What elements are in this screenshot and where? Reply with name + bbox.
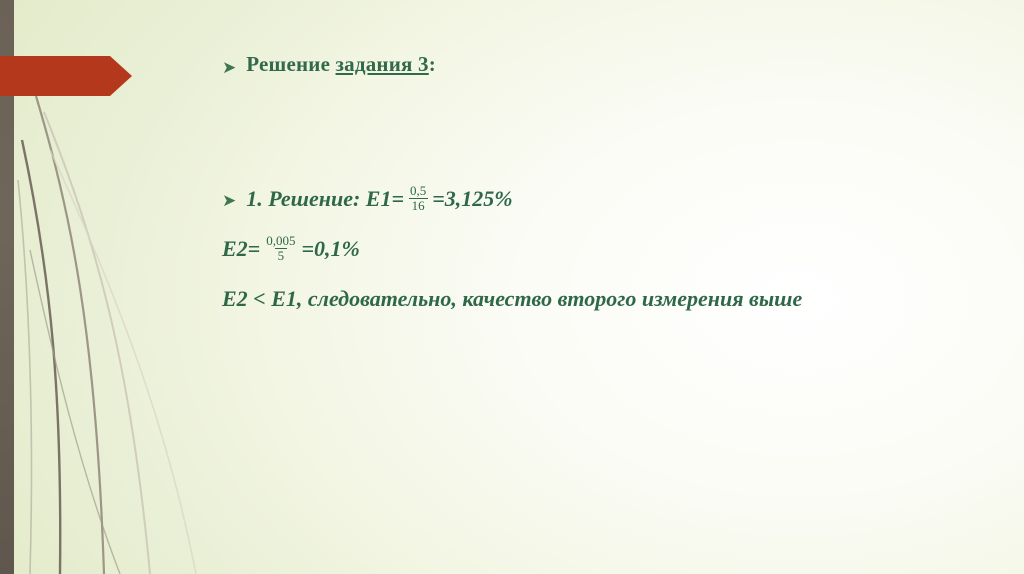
fraction-1-numerator: 0,5 [410, 183, 427, 198]
heading-text-before: Решение [246, 52, 336, 76]
solution-line-2 [222, 235, 982, 263]
line2-prefix: E2= [222, 236, 261, 262]
fraction-2-denominator: 5 [275, 248, 288, 263]
fraction-2-numerator: 0,005 [266, 233, 296, 249]
fraction-1-denominator: 16 [409, 198, 428, 213]
solution-body [222, 185, 982, 312]
solution-line-1 [246, 185, 512, 213]
red-arrow-banner [0, 56, 132, 96]
arrow-bullet-icon: ➤ [222, 58, 237, 77]
heading-text-after: : [428, 52, 436, 76]
solution-line-1-row [222, 185, 982, 213]
heading-text-underlined: задания 3 [335, 52, 429, 76]
fraction-1 [407, 184, 429, 212]
page-title [246, 52, 436, 77]
heading-row [222, 52, 992, 77]
line2-suffix: =0,1% [301, 236, 360, 262]
line1-prefix: 1. Решение: E1= [246, 186, 404, 212]
arrow-bullet-icon-2: ➤ [222, 191, 237, 210]
line1-suffix: =3,125% [432, 186, 513, 212]
fraction-2 [263, 234, 298, 262]
solution-line-3: E2 < E1, следовательно, качество второго измерения выше [222, 285, 803, 311]
